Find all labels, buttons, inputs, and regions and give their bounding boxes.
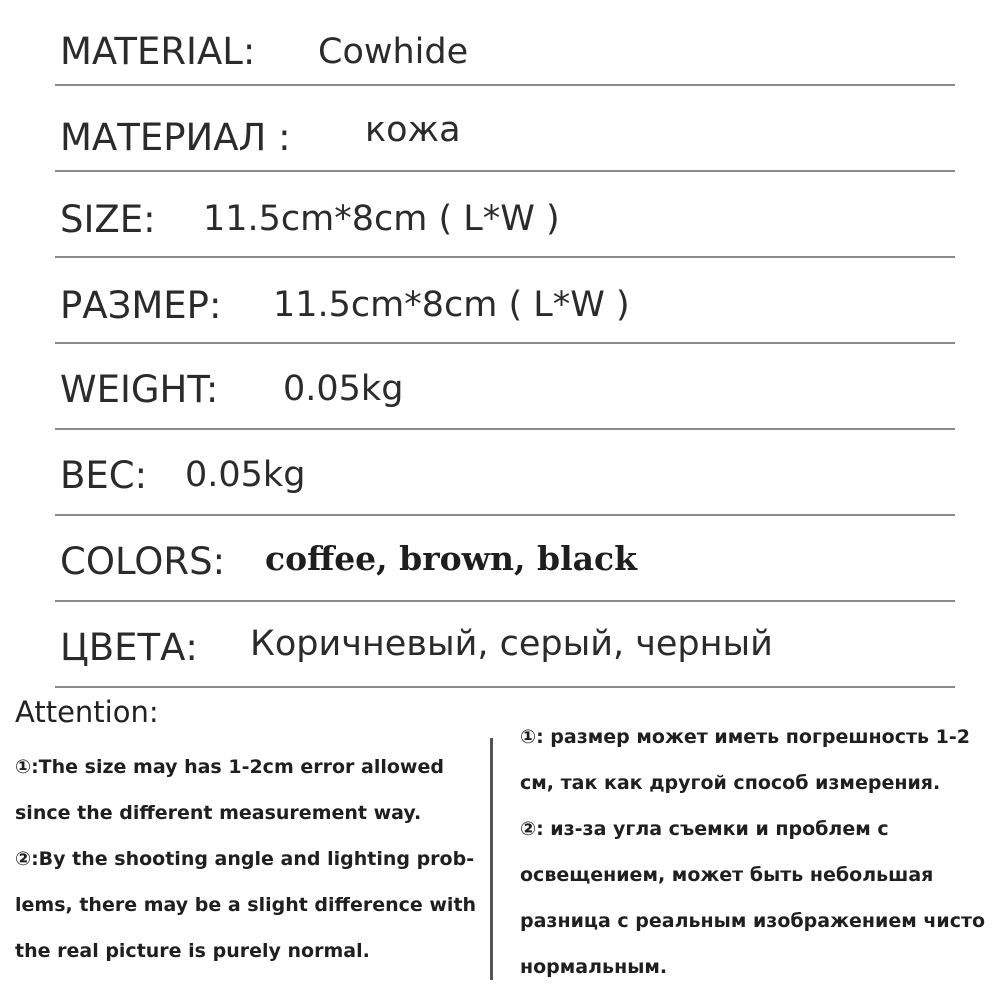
- note-line-en: ①:The size may has 1-2cm error allowed: [15, 756, 444, 778]
- spec-value: 0.05kg: [283, 369, 404, 409]
- spec-table: [55, 0, 955, 688]
- note-line-ru: освещением, может быть небольшая: [520, 864, 934, 886]
- spec-value: 0.05kg: [185, 455, 306, 495]
- spec-row-colors-ru: [55, 602, 955, 688]
- spec-label: ЦВЕТА:: [60, 626, 198, 669]
- spec-row-material-ru: [55, 86, 955, 172]
- spec-value: кожа: [365, 110, 461, 150]
- spec-label: MATERIAL:: [60, 30, 256, 73]
- spec-value: Коричневый, серый, черный: [250, 624, 773, 664]
- spec-value: 11.5cm*8cm ( L*W ): [203, 199, 560, 239]
- spec-row-weight-ru: [55, 430, 955, 516]
- spec-label: SIZE:: [60, 198, 156, 241]
- note-line-en: since the different measurement way.: [15, 802, 422, 824]
- note-line-ru: ①: размер может иметь погрешность 1-2: [520, 726, 970, 748]
- spec-label: МАТЕРИАЛ :: [60, 116, 291, 159]
- spec-value: coffee, brown, black: [265, 539, 637, 578]
- spec-value: Cowhide: [318, 32, 469, 72]
- column-divider: [490, 738, 493, 980]
- note-line-en: lems, there may be a slight difference with: [15, 894, 477, 916]
- spec-row-size-ru: [55, 258, 955, 344]
- spec-label: РАЗМЕР:: [60, 284, 222, 327]
- spec-label: WEIGHT:: [60, 368, 219, 411]
- spec-row-size-en: [55, 172, 955, 258]
- attention-title: Attention:: [15, 695, 159, 729]
- note-line-ru: разница с реальным изображением чисто: [520, 910, 986, 932]
- spec-label: ВЕС:: [60, 454, 148, 497]
- note-line-en: the real picture is purely normal.: [15, 940, 370, 962]
- spec-row-material-en: [55, 0, 955, 86]
- spec-row-colors-en: [55, 516, 955, 602]
- spec-value: 11.5cm*8cm ( L*W ): [273, 285, 630, 325]
- spec-row-weight-en: [55, 344, 955, 430]
- note-line-ru: см, так как другой способ измерения.: [520, 772, 941, 794]
- note-line-ru: нормальным.: [520, 956, 668, 978]
- spec-label: COLORS:: [60, 540, 226, 583]
- note-line-en: ②:By the shooting angle and lighting prob-: [15, 848, 475, 870]
- note-line-ru: ②: из-за угла съемки и проблем с: [520, 818, 889, 840]
